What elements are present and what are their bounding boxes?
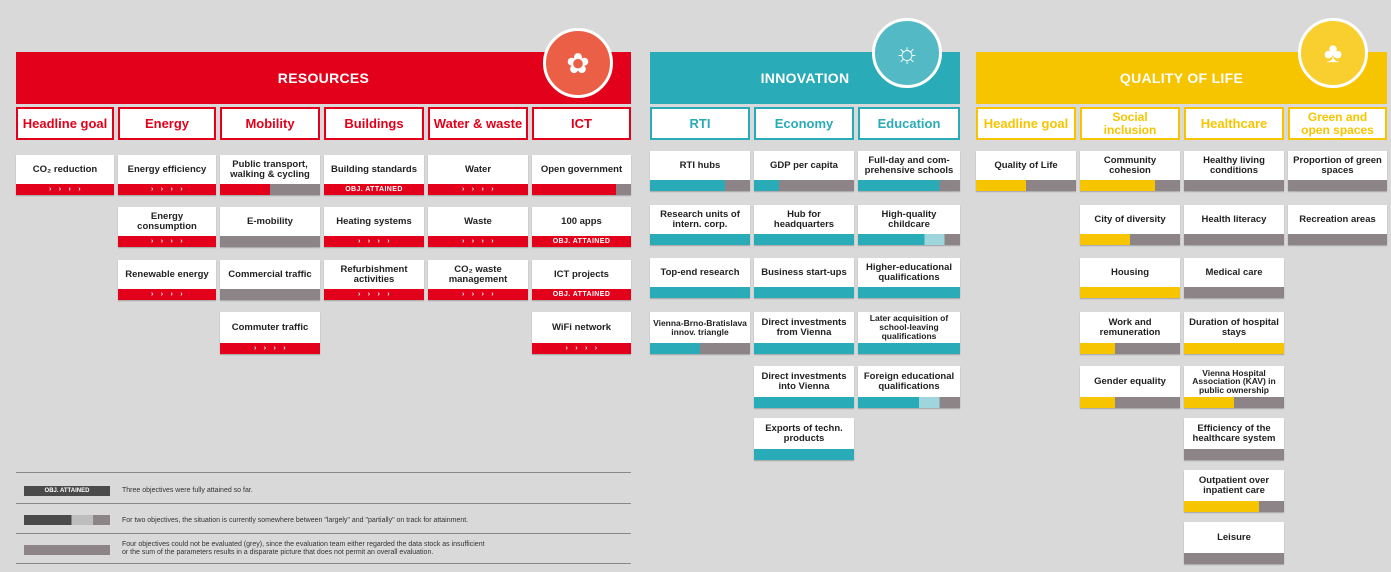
status-bar [1080, 234, 1180, 245]
status-bar [1184, 501, 1284, 512]
header-buildings: Buildings [324, 107, 424, 140]
header-healthcare: Healthcare [1184, 107, 1284, 140]
legend-swatch-grey [24, 545, 110, 555]
status-bar [1288, 234, 1387, 245]
status-bar [858, 180, 960, 191]
status-bar: › › › › [532, 343, 631, 354]
status-bar: › › › › [118, 289, 216, 300]
status-bar [650, 287, 750, 298]
card-vienna-brno: Vienna-Brno-Bratislava innov. triangle [650, 312, 750, 354]
status-bar: › › › › [428, 289, 528, 300]
header-social: Social inclusion [1080, 107, 1180, 140]
status-bar [858, 234, 960, 245]
header-green: Green and open spaces [1288, 107, 1387, 140]
status-bar [858, 343, 960, 354]
legend-text-attained: Three objectives were fully attained so far. [122, 487, 253, 494]
header-ict: ICT [532, 107, 631, 140]
card-duration-hospital: Duration of hospital stays [1184, 312, 1284, 354]
status-bar [858, 287, 960, 298]
card-later-acquisition: Later acquisition of school-leaving qualifications [858, 312, 960, 354]
card-work-remuneration: Work and remuneration [1080, 312, 1180, 354]
status-attained: OBJ. ATTAINED [324, 184, 424, 195]
status-bar: › › › › [428, 236, 528, 247]
status-bar [1184, 180, 1284, 191]
card-kav: Vienna Hospital Association (KAV) in public ownership [1184, 366, 1284, 408]
card-water: Water › › › › [428, 155, 528, 195]
status-attained: OBJ. ATTAINED [532, 236, 631, 247]
status-bar [1288, 180, 1387, 191]
status-bar [1184, 287, 1284, 298]
status-bar [650, 234, 750, 245]
card-top-end-research: Top-end research [650, 258, 750, 298]
card-e-mobility: E-mobility [220, 207, 320, 247]
card-co2-waste: CO₂ waste management › › › › [428, 260, 528, 300]
status-bar [858, 397, 960, 408]
status-bar [220, 184, 320, 195]
card-childcare: High-quality childcare [858, 205, 960, 245]
card-full-day-schools: Full-day and com-prehensive schools [858, 151, 960, 191]
header-qol-goal: Headline goal [976, 107, 1076, 140]
status-attained: OBJ. ATTAINED [532, 289, 631, 300]
status-bar [976, 180, 1076, 191]
status-bar: › › › › [118, 184, 216, 195]
resources-emblem-icon: ✿ [543, 28, 613, 98]
legend-text-partial: For two objectives, the situation is currently somewhere between "largely" and "partially" on track for attainment. [122, 517, 469, 524]
card-business-startups: Business start-ups [754, 258, 854, 298]
innovation-emblem-icon: ☼ [872, 18, 942, 88]
status-bar [1184, 343, 1284, 354]
card-research-units: Research units of intern. corp. [650, 205, 750, 245]
card-housing: Housing [1080, 258, 1180, 298]
card-exports: Exports of techn. products [754, 418, 854, 460]
card-refurbishment: Refurbishment activities › › › › [324, 260, 424, 300]
card-100-apps: 100 apps OBJ. ATTAINED [532, 207, 631, 247]
card-co2-reduction: CO₂ reduction › › › › [16, 155, 114, 195]
header-economy: Economy [754, 107, 854, 140]
card-commercial-traffic: Commercial traffic [220, 260, 320, 300]
status-bar: › › › › [220, 343, 320, 354]
status-bar [532, 184, 631, 195]
legend-swatch-partial [24, 515, 110, 525]
card-medical-care: Medical care [1184, 258, 1284, 298]
card-energy-consumption: Energy consumption › › › › [118, 207, 216, 247]
card-gender-equality: Gender equality [1080, 366, 1180, 408]
card-leisure: Leisure [1184, 522, 1284, 564]
header-rti: RTI [650, 107, 750, 140]
card-health-literacy: Health literacy [1184, 205, 1284, 245]
legend-divider [16, 472, 631, 473]
card-direct-from: Direct investments from Vienna [754, 312, 854, 354]
status-bar [1184, 397, 1284, 408]
card-outpatient: Outpatient over inpatient care [1184, 470, 1284, 512]
status-bar: › › › › [324, 236, 424, 247]
status-bar [1080, 343, 1180, 354]
header-mobility: Mobility [220, 107, 320, 140]
card-city-of-diversity: City of diversity [1080, 205, 1180, 245]
header-education: Education [858, 107, 960, 140]
card-direct-into: Direct investments into Vienna [754, 366, 854, 408]
status-bar: › › › › [324, 289, 424, 300]
card-community-cohesion: Community cohesion [1080, 151, 1180, 191]
quality-title: QUALITY OF LIFE [1119, 70, 1244, 86]
card-gdp: GDP per capita [754, 151, 854, 191]
card-building-standards: Building standards OBJ. ATTAINED [324, 155, 424, 195]
resources-band [16, 52, 631, 104]
status-bar [650, 343, 750, 354]
status-bar [1080, 180, 1180, 191]
innovation-title: INNOVATION [760, 70, 850, 86]
card-renewable-energy: Renewable energy › › › › [118, 260, 216, 300]
card-healthy-living: Healthy living conditions [1184, 151, 1284, 191]
legend-divider [16, 563, 631, 564]
status-bar: › › › › [118, 236, 216, 247]
status-bar [1080, 287, 1180, 298]
card-wifi-network: WiFi network › › › › [532, 312, 631, 354]
legend-divider [16, 533, 631, 534]
legend-text-grey-1: Four objectives could not be evaluated (grey), since the evaluation team either regarded the data stock as insufficient [122, 541, 485, 548]
header-water-waste: Water & waste [428, 107, 528, 140]
card-proportion-green: Proportion of green spaces [1288, 151, 1387, 191]
status-bar: › › › › [16, 184, 114, 195]
status-bar: › › › › [428, 184, 528, 195]
resources-title: RESOURCES [277, 70, 370, 86]
status-bar [220, 289, 320, 300]
header-energy: Energy [118, 107, 216, 140]
status-bar [754, 449, 854, 460]
header-res-goal: Headline goal [16, 107, 114, 140]
legend-text-grey-2: or the sum of the parameters results in a disparate picture that does not permit an overall evaluation. [122, 549, 434, 556]
card-energy-efficiency: Energy efficiency › › › › [118, 155, 216, 195]
legend-swatch-attained: OBJ. ATTAINED [24, 486, 110, 496]
status-bar [754, 343, 854, 354]
legend-divider [16, 503, 631, 504]
card-efficiency-healthcare: Efficiency of the healthcare system [1184, 418, 1284, 460]
card-commuter-traffic: Commuter traffic › › › › [220, 312, 320, 354]
card-public-transport: Public transport, walking & cycling [220, 155, 320, 195]
card-higher-education: Higher-educational qualifications [858, 258, 960, 298]
status-bar [754, 287, 854, 298]
card-rti-hubs: RTI hubs [650, 151, 750, 191]
status-bar [754, 180, 854, 191]
status-bar [1184, 234, 1284, 245]
card-ict-projects: ICT projects OBJ. ATTAINED [532, 260, 631, 300]
quality-emblem-icon: ♣ [1298, 18, 1368, 88]
card-recreation-areas: Recreation areas [1288, 205, 1387, 245]
card-quality-of-life: Quality of Life [976, 151, 1076, 191]
card-waste: Waste › › › › [428, 207, 528, 247]
status-bar [1184, 553, 1284, 564]
status-bar [1184, 449, 1284, 460]
card-hub-headquarters: Hub for headquarters [754, 205, 854, 245]
status-bar [220, 236, 320, 247]
status-bar [650, 180, 750, 191]
status-bar [754, 397, 854, 408]
status-bar [1080, 397, 1180, 408]
card-foreign-education: Foreign educational qualifications [858, 366, 960, 408]
status-bar [754, 234, 854, 245]
card-open-government: Open government [532, 155, 631, 195]
card-heating-systems: Heating systems › › › › [324, 207, 424, 247]
